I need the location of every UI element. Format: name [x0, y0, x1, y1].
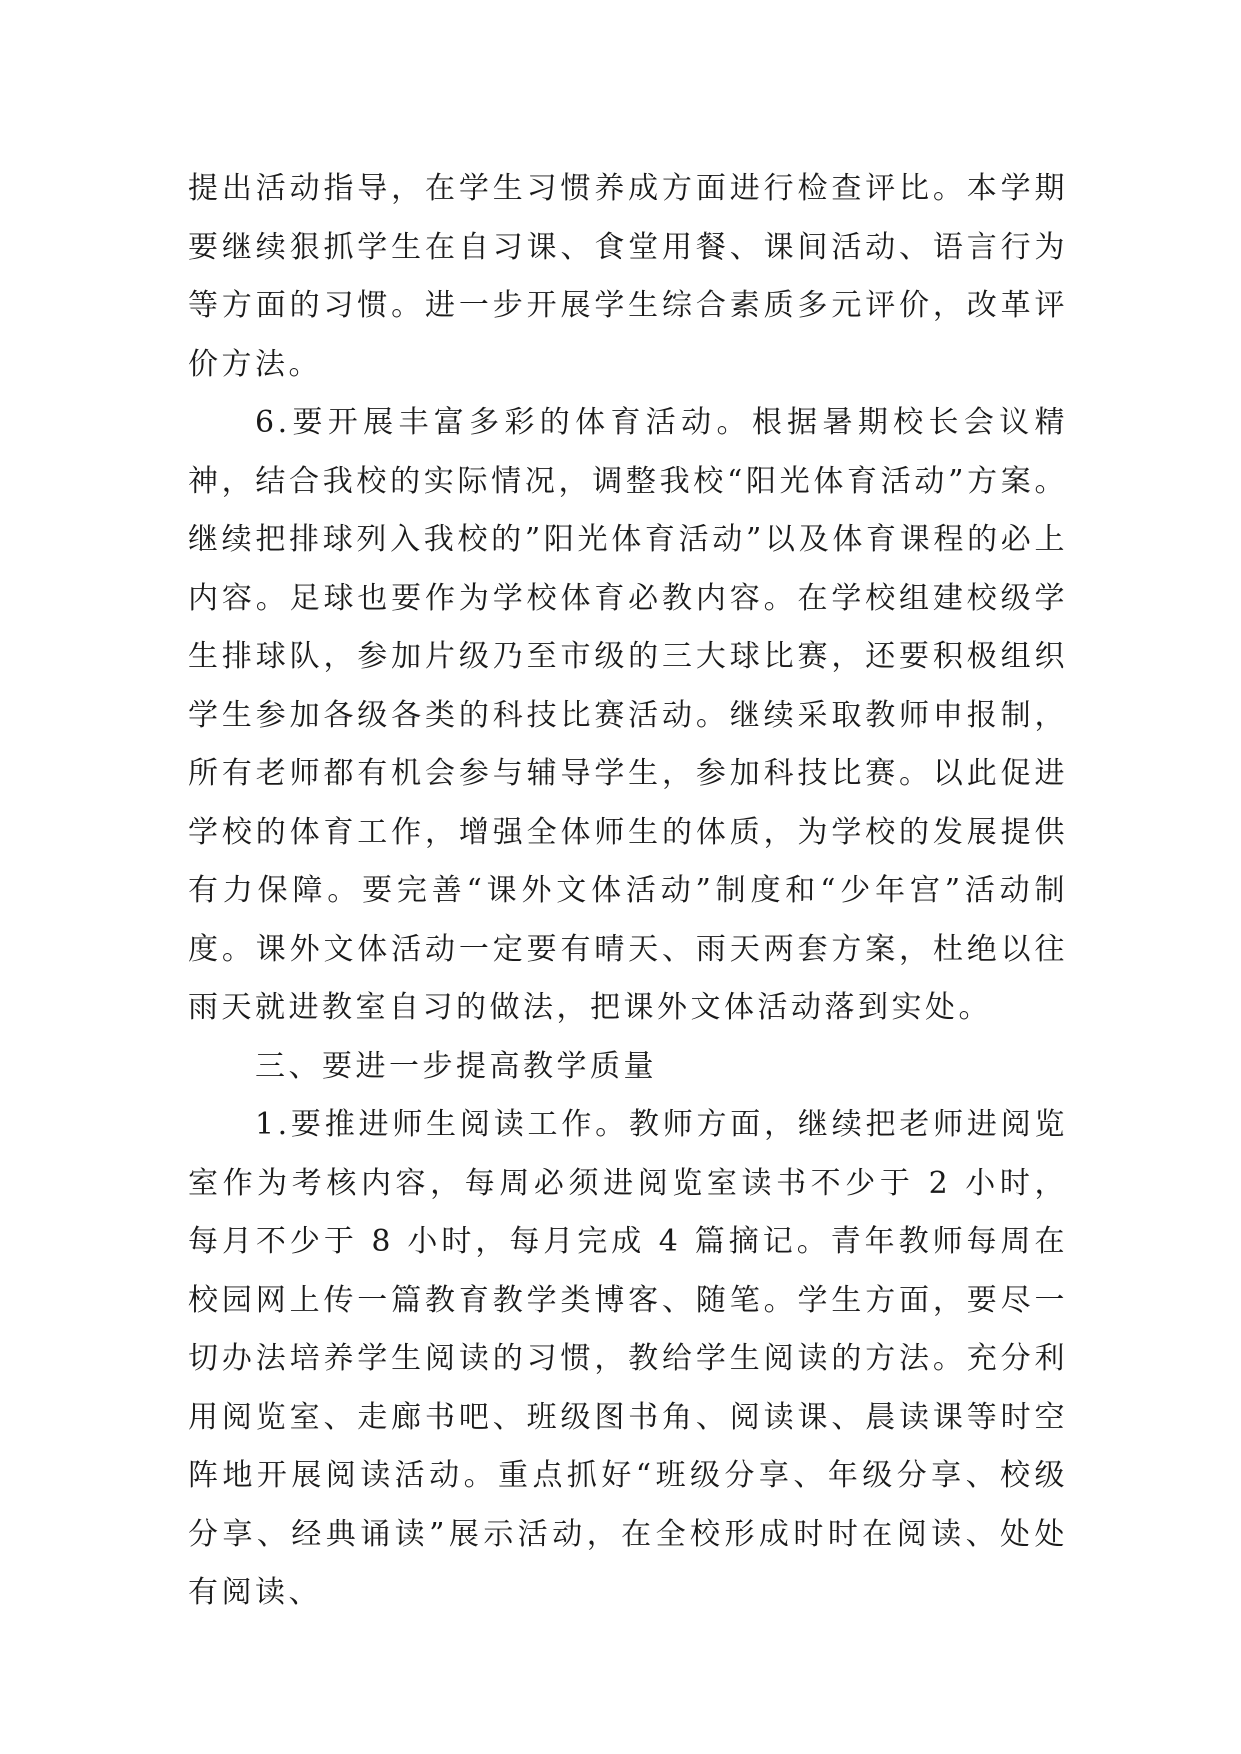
paragraph-continued: 提出活动指导，在学生习惯养成方面进行检查评比。本学期要继续狠抓学生在自习课、食堂用餐、课间活动、语言行为等方面的习惯。进一步开展学生综合素质多元评价，改革评价方法。	[188, 171, 1068, 382]
section-heading-3: 三、要进一步提高教学质量	[255, 1048, 657, 1084]
paragraph-item-1-reading: 1.要推进师生阅读工作。教师方面，继续把老师进阅览室作为考核内容，每周必须进阅览室读书不少于 2 小时，每月不少于 8 小时，每月完成 4 篇摘记。青年教师每周在校园网上传一篇教育教学类博客、随笔。学生方面，要尽一切办法培养学生阅读的习惯，教给学生阅读的方法。充分利用阅览室、走廊书吧、班级图书角、阅读课、晨读课等时空阵地开展阅读活动。重点抓好“班级分享、年级分享、校级分享、经典诵读”展示活动，在全校形成时时在阅读、处处有阅读、	[188, 1107, 1068, 1610]
paragraph-item-6-sports: 6.要开展丰富多彩的体育活动。根据暑期校长会议精神，结合我校的实际情况，调整我校“阳光体育活动”方案。继续把排球列入我校的”阳光体育活动”以及体育课程的必上内容。足球也要作为学校体育必教内容。在学校组建校级学生排球队，参加片级乃至市级的三大球比赛，还要积极组织学生参加各级各类的科技比赛活动。继续采取教师申报制，所有老师都有机会参与辅导学生，参加科技比赛。以此促进学校的体育工作，增强全体师生的体质，为学校的发展提供有力保障。要完善“课外文体活动”制度和“少年宫”活动制度。课外文体活动一定要有晴天、雨天两套方案，杜绝以往雨天就进教室自习的做法，把课外文体活动落到实处。	[188, 405, 1068, 1025]
body-text	[188, 160, 1068, 1623]
